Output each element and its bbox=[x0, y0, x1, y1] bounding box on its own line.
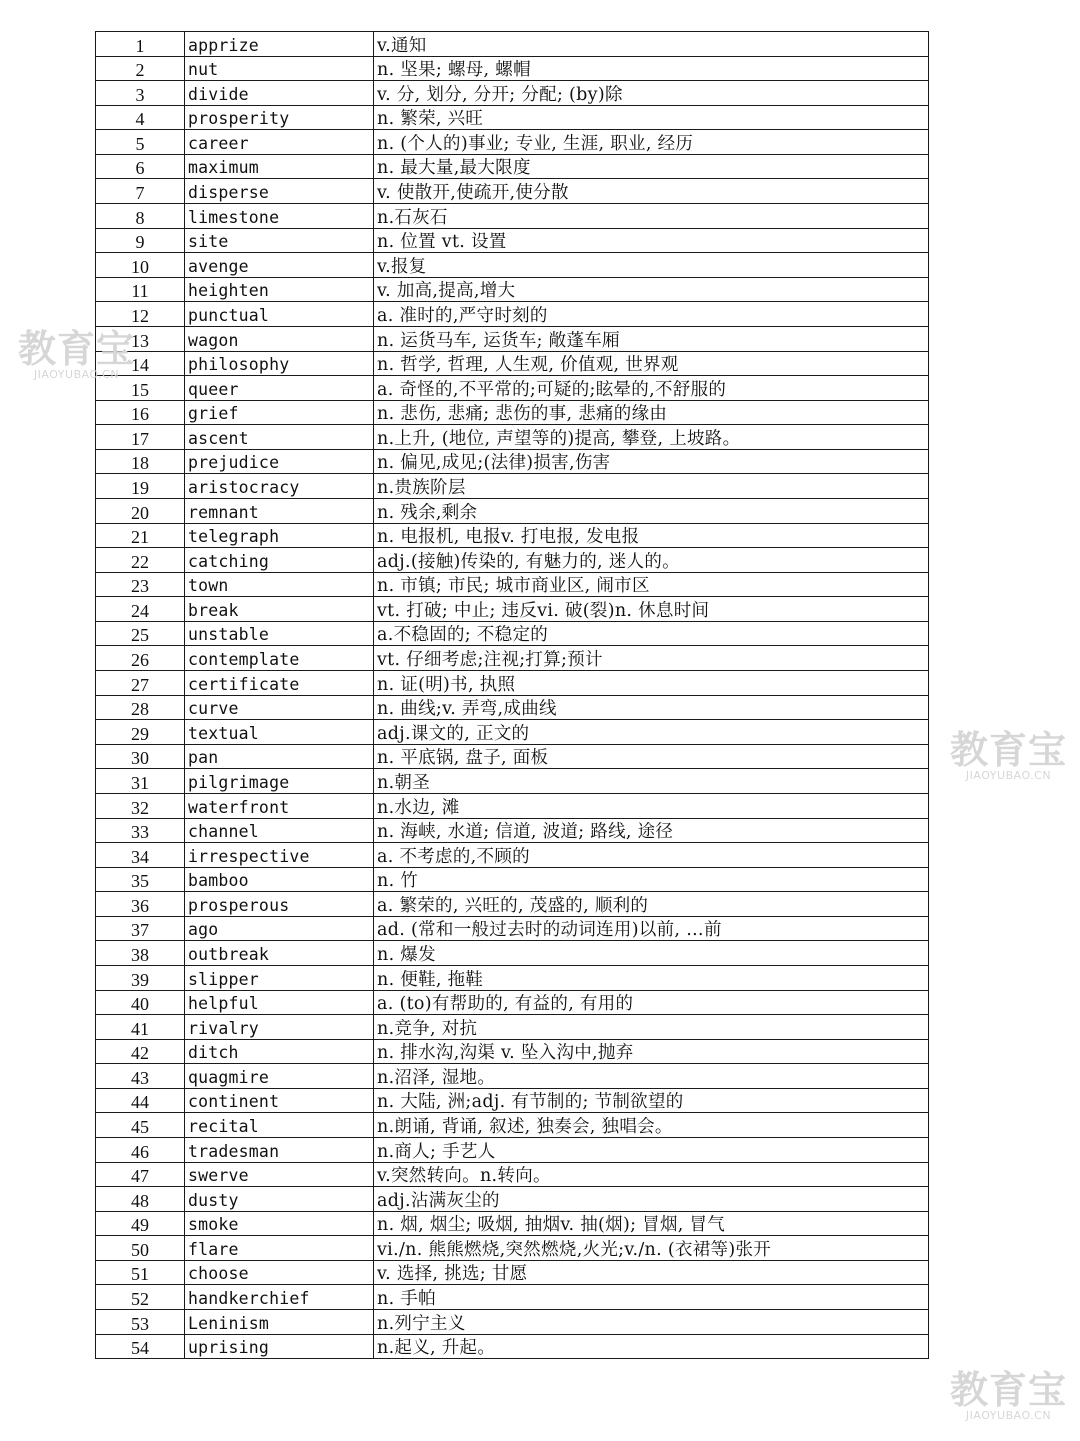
english-word: choose bbox=[185, 1260, 374, 1285]
table-row bbox=[96, 1260, 929, 1285]
row-number: 8 bbox=[96, 204, 185, 229]
row-number: 32 bbox=[96, 793, 185, 818]
chinese-definition: v. 选择, 挑选; 甘愿 bbox=[374, 1260, 929, 1285]
chinese-definition: n. 曲线;v. 弄弯,成曲线 bbox=[374, 695, 929, 720]
row-number: 7 bbox=[96, 179, 185, 204]
chinese-definition: adj.沾满灰尘的 bbox=[374, 1187, 929, 1212]
row-number: 31 bbox=[96, 769, 185, 794]
table-row bbox=[96, 867, 929, 892]
english-word: remnant bbox=[185, 498, 374, 523]
table-row bbox=[96, 425, 929, 450]
row-number: 9 bbox=[96, 228, 185, 253]
row-number: 15 bbox=[96, 376, 185, 401]
table-row bbox=[96, 1088, 929, 1113]
table-row bbox=[96, 81, 929, 106]
chinese-definition: ad. (常和一般过去时的动词连用)以前, …前 bbox=[374, 916, 929, 941]
row-number: 51 bbox=[96, 1260, 185, 1285]
table-row bbox=[96, 572, 929, 597]
table-row bbox=[96, 1285, 929, 1310]
chinese-definition: n.贵族阶层 bbox=[374, 474, 929, 499]
chinese-definition: n. 平底锅, 盘子, 面板 bbox=[374, 744, 929, 769]
row-number: 13 bbox=[96, 326, 185, 351]
chinese-definition: n. 悲伤, 悲痛; 悲伤的事, 悲痛的缘由 bbox=[374, 400, 929, 425]
table-row bbox=[96, 720, 929, 745]
table-row bbox=[96, 1187, 929, 1212]
chinese-definition: n.商人; 手艺人 bbox=[374, 1138, 929, 1163]
row-number: 2 bbox=[96, 56, 185, 81]
table-row bbox=[96, 1039, 929, 1064]
row-number: 33 bbox=[96, 818, 185, 843]
table-row bbox=[96, 793, 929, 818]
english-word: contemplate bbox=[185, 646, 374, 671]
table-row bbox=[96, 105, 929, 130]
english-word: catching bbox=[185, 548, 374, 573]
row-number: 20 bbox=[96, 498, 185, 523]
row-number: 47 bbox=[96, 1162, 185, 1187]
english-word: site bbox=[185, 228, 374, 253]
table-row bbox=[96, 449, 929, 474]
row-number: 28 bbox=[96, 695, 185, 720]
chinese-definition: n. 哲学, 哲理, 人生观, 价值观, 世界观 bbox=[374, 351, 929, 376]
english-word: telegraph bbox=[185, 523, 374, 548]
table-row bbox=[96, 548, 929, 573]
english-word: curve bbox=[185, 695, 374, 720]
table-row bbox=[96, 646, 929, 671]
row-number: 17 bbox=[96, 425, 185, 450]
chinese-definition: adj.(接触)传染的, 有魅力的, 迷人的。 bbox=[374, 548, 929, 573]
chinese-definition: a. 不考虑的,不顾的 bbox=[374, 843, 929, 868]
table-row bbox=[96, 671, 929, 696]
english-word: ditch bbox=[185, 1039, 374, 1064]
table-row bbox=[96, 400, 929, 425]
table-row bbox=[96, 154, 929, 179]
english-word: helpful bbox=[185, 990, 374, 1015]
chinese-definition: vi./n. 熊熊燃烧,突然燃烧,火光;v./n. (衣裙等)张开 bbox=[374, 1236, 929, 1261]
row-number: 49 bbox=[96, 1211, 185, 1236]
chinese-definition: n.竞争, 对抗 bbox=[374, 1015, 929, 1040]
english-word: punctual bbox=[185, 302, 374, 327]
chinese-definition: n. 爆发 bbox=[374, 941, 929, 966]
english-word: divide bbox=[185, 81, 374, 106]
row-number: 21 bbox=[96, 523, 185, 548]
english-word: prosperity bbox=[185, 105, 374, 130]
row-number: 40 bbox=[96, 990, 185, 1015]
english-word: slipper bbox=[185, 965, 374, 990]
chinese-definition: n. 最大量,最大限度 bbox=[374, 154, 929, 179]
table-row bbox=[96, 965, 929, 990]
row-number: 24 bbox=[96, 597, 185, 622]
watermark-brand: 教育宝 bbox=[950, 728, 1068, 772]
english-word: pilgrimage bbox=[185, 769, 374, 794]
chinese-definition: n. 残余,剩余 bbox=[374, 498, 929, 523]
table-row bbox=[96, 56, 929, 81]
english-word: Leninism bbox=[185, 1310, 374, 1335]
row-number: 50 bbox=[96, 1236, 185, 1261]
chinese-definition: n. 位置 vt. 设置 bbox=[374, 228, 929, 253]
english-word: unstable bbox=[185, 621, 374, 646]
table-row bbox=[96, 1064, 929, 1089]
english-word: recital bbox=[185, 1113, 374, 1138]
english-word: certificate bbox=[185, 671, 374, 696]
vocabulary-table bbox=[95, 31, 929, 1359]
row-number: 42 bbox=[96, 1039, 185, 1064]
english-word: ascent bbox=[185, 425, 374, 450]
table-row bbox=[96, 695, 929, 720]
english-word: rivalry bbox=[185, 1015, 374, 1040]
table-row bbox=[96, 326, 929, 351]
chinese-definition: n. 市镇; 市民; 城市商业区, 闹市区 bbox=[374, 572, 929, 597]
english-word: handkerchief bbox=[185, 1285, 374, 1310]
table-row bbox=[96, 228, 929, 253]
chinese-definition: n.上升, (地位, 声望等的)提高, 攀登, 上坡路。 bbox=[374, 425, 929, 450]
english-word: queer bbox=[185, 376, 374, 401]
chinese-definition: a.不稳固的; 不稳定的 bbox=[374, 621, 929, 646]
english-word: bamboo bbox=[185, 867, 374, 892]
chinese-definition: a. 奇怪的,不平常的;可疑的;眩晕的,不舒服的 bbox=[374, 376, 929, 401]
table-row bbox=[96, 204, 929, 229]
watermark-domain: JIAOYUBAO.CN bbox=[33, 368, 120, 381]
table-row bbox=[96, 253, 929, 278]
chinese-definition: n.石灰石 bbox=[374, 204, 929, 229]
chinese-definition: v.报复 bbox=[374, 253, 929, 278]
english-word: continent bbox=[185, 1088, 374, 1113]
chinese-definition: n.沼泽, 湿地。 bbox=[374, 1064, 929, 1089]
english-word: career bbox=[185, 130, 374, 155]
chinese-definition: a. 准时的,严守时刻的 bbox=[374, 302, 929, 327]
english-word: outbreak bbox=[185, 941, 374, 966]
chinese-definition: n. 烟, 烟尘; 吸烟, 抽烟v. 抽(烟); 冒烟, 冒气 bbox=[374, 1211, 929, 1236]
chinese-definition: v. 使散开,使疏开,使分散 bbox=[374, 179, 929, 204]
row-number: 37 bbox=[96, 916, 185, 941]
english-word: town bbox=[185, 572, 374, 597]
table-row bbox=[96, 1334, 929, 1359]
vocabulary-table-body bbox=[96, 32, 929, 1359]
table-row bbox=[96, 32, 929, 57]
chinese-definition: n.朗诵, 背诵, 叙述, 独奏会, 独唱会。 bbox=[374, 1113, 929, 1138]
chinese-definition: a. 繁荣的, 兴旺的, 茂盛的, 顺利的 bbox=[374, 892, 929, 917]
table-row bbox=[96, 1113, 929, 1138]
chinese-definition: v. 加高,提高,增大 bbox=[374, 277, 929, 302]
row-number: 39 bbox=[96, 965, 185, 990]
row-number: 48 bbox=[96, 1187, 185, 1212]
table-row bbox=[96, 941, 929, 966]
english-word: aristocracy bbox=[185, 474, 374, 499]
row-number: 35 bbox=[96, 867, 185, 892]
english-word: break bbox=[185, 597, 374, 622]
table-row bbox=[96, 1138, 929, 1163]
english-word: ago bbox=[185, 916, 374, 941]
english-word: tradesman bbox=[185, 1138, 374, 1163]
english-word: disperse bbox=[185, 179, 374, 204]
row-number: 19 bbox=[96, 474, 185, 499]
row-number: 26 bbox=[96, 646, 185, 671]
chinese-definition: n. 竹 bbox=[374, 867, 929, 892]
table-row bbox=[96, 351, 929, 376]
chinese-definition: n.水边, 滩 bbox=[374, 793, 929, 818]
row-number: 45 bbox=[96, 1113, 185, 1138]
table-row bbox=[96, 916, 929, 941]
chinese-definition: n. 电报机, 电报v. 打电报, 发电报 bbox=[374, 523, 929, 548]
table-row bbox=[96, 498, 929, 523]
table-row bbox=[96, 843, 929, 868]
row-number: 54 bbox=[96, 1334, 185, 1359]
table-row bbox=[96, 990, 929, 1015]
english-word: textual bbox=[185, 720, 374, 745]
row-number: 6 bbox=[96, 154, 185, 179]
row-number: 22 bbox=[96, 548, 185, 573]
table-row bbox=[96, 277, 929, 302]
row-number: 12 bbox=[96, 302, 185, 327]
chinese-definition: v.通知 bbox=[374, 32, 929, 57]
english-word: prejudice bbox=[185, 449, 374, 474]
table-row bbox=[96, 621, 929, 646]
table-row bbox=[96, 523, 929, 548]
watermark-domain: JIAOYUBAO.CN bbox=[965, 1409, 1052, 1422]
watermark-right bbox=[950, 730, 1067, 782]
english-word: apprize bbox=[185, 32, 374, 57]
chinese-definition: n. 偏见,成见;(法律)损害,伤害 bbox=[374, 449, 929, 474]
table-row bbox=[96, 818, 929, 843]
row-number: 11 bbox=[96, 277, 185, 302]
row-number: 16 bbox=[96, 400, 185, 425]
chinese-definition: n. 坚果; 螺母, 螺帽 bbox=[374, 56, 929, 81]
row-number: 29 bbox=[96, 720, 185, 745]
english-word: nut bbox=[185, 56, 374, 81]
english-word: quagmire bbox=[185, 1064, 374, 1089]
row-number: 5 bbox=[96, 130, 185, 155]
watermark-left bbox=[18, 329, 135, 381]
english-word: wagon bbox=[185, 326, 374, 351]
table-row bbox=[96, 744, 929, 769]
row-number: 3 bbox=[96, 81, 185, 106]
row-number: 53 bbox=[96, 1310, 185, 1335]
row-number: 36 bbox=[96, 892, 185, 917]
table-row bbox=[96, 1015, 929, 1040]
chinese-definition: n. 海峡, 水道; 信道, 波道; 路线, 途径 bbox=[374, 818, 929, 843]
chinese-definition: n. 大陆, 洲;adj. 有节制的; 节制欲望的 bbox=[374, 1088, 929, 1113]
chinese-definition: n. 繁荣, 兴旺 bbox=[374, 105, 929, 130]
table-row bbox=[96, 474, 929, 499]
chinese-definition: n. 证(明)书, 执照 bbox=[374, 671, 929, 696]
english-word: limestone bbox=[185, 204, 374, 229]
watermark-domain: JIAOYUBAO.CN bbox=[965, 769, 1052, 782]
english-word: philosophy bbox=[185, 351, 374, 376]
table-row bbox=[96, 597, 929, 622]
row-number: 41 bbox=[96, 1015, 185, 1040]
english-word: maximum bbox=[185, 154, 374, 179]
english-word: swerve bbox=[185, 1162, 374, 1187]
english-word: channel bbox=[185, 818, 374, 843]
table-row bbox=[96, 769, 929, 794]
row-number: 18 bbox=[96, 449, 185, 474]
watermark-brand: 教育宝 bbox=[18, 327, 136, 371]
row-number: 46 bbox=[96, 1138, 185, 1163]
english-word: heighten bbox=[185, 277, 374, 302]
english-word: grief bbox=[185, 400, 374, 425]
chinese-definition: n. (个人的)事业; 专业, 生涯, 职业, 经历 bbox=[374, 130, 929, 155]
table-row bbox=[96, 892, 929, 917]
row-number: 10 bbox=[96, 253, 185, 278]
english-word: smoke bbox=[185, 1211, 374, 1236]
table-row bbox=[96, 376, 929, 401]
row-number: 23 bbox=[96, 572, 185, 597]
english-word: prosperous bbox=[185, 892, 374, 917]
row-number: 14 bbox=[96, 351, 185, 376]
english-word: avenge bbox=[185, 253, 374, 278]
row-number: 30 bbox=[96, 744, 185, 769]
chinese-definition: v. 分, 划分, 分开; 分配; (by)除 bbox=[374, 81, 929, 106]
row-number: 34 bbox=[96, 843, 185, 868]
row-number: 4 bbox=[96, 105, 185, 130]
row-number: 27 bbox=[96, 671, 185, 696]
row-number: 43 bbox=[96, 1064, 185, 1089]
english-word: uprising bbox=[185, 1334, 374, 1359]
chinese-definition: n. 运货马车, 运货车; 敞蓬车厢 bbox=[374, 326, 929, 351]
english-word: irrespective bbox=[185, 843, 374, 868]
chinese-definition: vt. 仔细考虑;注视;打算;预计 bbox=[374, 646, 929, 671]
chinese-definition: n.列宁主义 bbox=[374, 1310, 929, 1335]
table-row bbox=[96, 130, 929, 155]
chinese-definition: n. 手帕 bbox=[374, 1285, 929, 1310]
english-word: flare bbox=[185, 1236, 374, 1261]
row-number: 52 bbox=[96, 1285, 185, 1310]
english-word: dusty bbox=[185, 1187, 374, 1212]
chinese-definition: v.突然转向。n.转向。 bbox=[374, 1162, 929, 1187]
row-number: 44 bbox=[96, 1088, 185, 1113]
row-number: 38 bbox=[96, 941, 185, 966]
chinese-definition: vt. 打破; 中止; 违反vi. 破(裂)n. 休息时间 bbox=[374, 597, 929, 622]
chinese-definition: n.起义, 升起。 bbox=[374, 1334, 929, 1359]
chinese-definition: n. 便鞋, 拖鞋 bbox=[374, 965, 929, 990]
table-row bbox=[96, 1162, 929, 1187]
chinese-definition: n.朝圣 bbox=[374, 769, 929, 794]
chinese-definition: a. (to)有帮助的, 有益的, 有用的 bbox=[374, 990, 929, 1015]
row-number: 25 bbox=[96, 621, 185, 646]
chinese-definition: adj.课文的, 正文的 bbox=[374, 720, 929, 745]
english-word: pan bbox=[185, 744, 374, 769]
table-row bbox=[96, 302, 929, 327]
table-row bbox=[96, 1211, 929, 1236]
row-number: 1 bbox=[96, 32, 185, 57]
watermark-bottom-right bbox=[950, 1370, 1067, 1422]
table-row bbox=[96, 179, 929, 204]
table-row bbox=[96, 1236, 929, 1261]
english-word: waterfront bbox=[185, 793, 374, 818]
table-row bbox=[96, 1310, 929, 1335]
chinese-definition: n. 排水沟,沟渠 v. 坠入沟中,抛弃 bbox=[374, 1039, 929, 1064]
watermark-brand: 教育宝 bbox=[950, 1368, 1068, 1412]
